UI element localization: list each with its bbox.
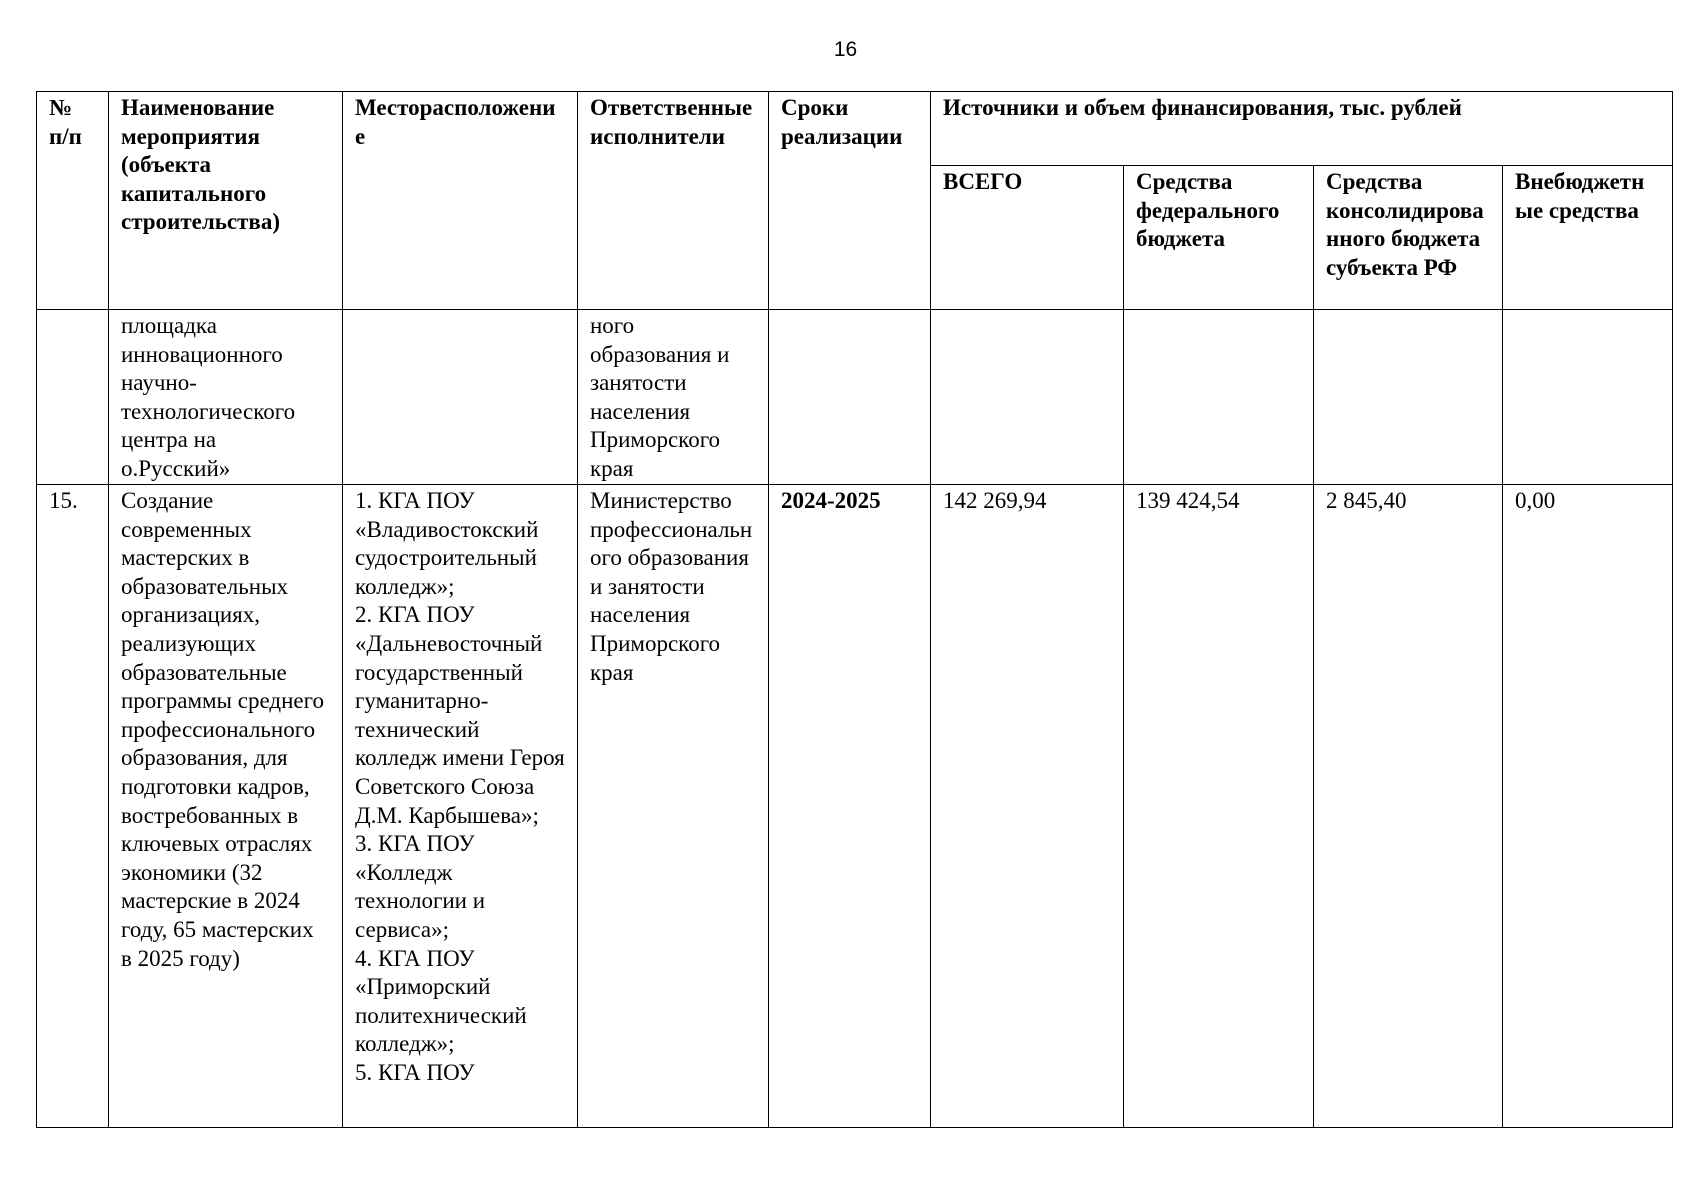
- header-terms: Сроки реализации: [769, 92, 931, 310]
- header-funding: Источники и объем финансирования, тыс. рублей: [931, 92, 1673, 166]
- table-row: [37, 310, 1673, 485]
- header-num: № п/п: [37, 92, 109, 310]
- cell-name: Создание современных мастерских в образовательных организациях, реализующих образовательные программы среднего профессионального образования, для подготовки кадров, востребованных в ключевых отраслях экономики (32 мастерские в 2024 году, 65 мастерских в 2025 году): [109, 485, 343, 1128]
- header-extra: Внебюджетные средства: [1503, 166, 1673, 310]
- cell-num: 15.: [37, 485, 109, 1128]
- cell-total: [931, 310, 1124, 485]
- cell-responsible: Министерство профессионального образования и занятости населения Приморского края: [578, 485, 769, 1128]
- cell-location: 1. КГА ПОУ «Владивостокский судостроительный колледж»; 2. КГА ПОУ «Дальневосточный государственный гуманитарно-технический колледж имени Героя Советского Союза Д.М. Карбышева»; 3. КГА ПОУ «Колледж технологии и сервиса»; 4. КГА ПОУ «Приморский политехнический колледж»; 5. КГА ПОУ: [343, 485, 578, 1128]
- cell-terms: 2024-2025: [769, 485, 931, 1128]
- cell-name: площадка инновационного научно-технологического центра на о.Русский»: [109, 310, 343, 485]
- header-regional: Средства консолидированного бюджета субъекта РФ: [1314, 166, 1503, 310]
- cell-terms: [769, 310, 931, 485]
- cell-regional: 2 845,40: [1314, 485, 1503, 1128]
- cell-federal: 139 424,54: [1124, 485, 1314, 1128]
- header-location: Месторасположение: [343, 92, 578, 310]
- header-federal: Средства федерального бюджета: [1124, 166, 1314, 310]
- cell-regional: [1314, 310, 1503, 485]
- cell-location: [343, 310, 578, 485]
- cell-responsible: ного образования и занятости населения Приморского края: [578, 310, 769, 485]
- cell-federal: [1124, 310, 1314, 485]
- header-row-1: [37, 92, 1673, 166]
- funding-table: [36, 91, 1673, 1128]
- cell-total: 142 269,94: [931, 485, 1124, 1128]
- table-row: [37, 485, 1673, 1128]
- header-total: ВСЕГО: [931, 166, 1124, 310]
- cell-extra: 0,00: [1503, 485, 1673, 1128]
- cell-extra: [1503, 310, 1673, 485]
- cell-num: [37, 310, 109, 485]
- page-number: 16: [833, 38, 858, 61]
- header-responsible: Ответственные исполнители: [578, 92, 769, 310]
- header-name: Наименование мероприятия (объекта капитального строительства): [109, 92, 343, 310]
